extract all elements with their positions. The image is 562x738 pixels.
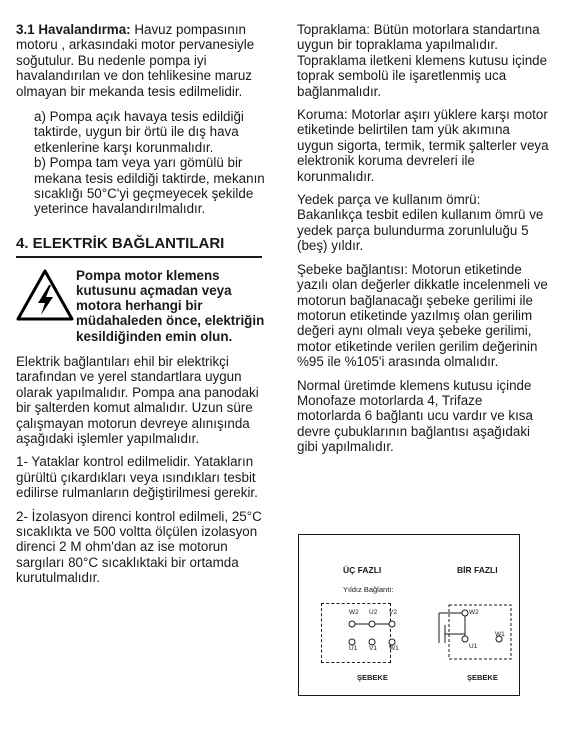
grounding-paragraph: Topraklama: Bütün motorlara standartına uygun bir topraklama yapılmalıdır. Topraklama iletkeni klemens kutusu içinde toprak sembolü ile işaretlenmiş uca bağlanmalıdır. (297, 22, 548, 99)
terminal-u2-label: U2 (369, 609, 378, 616)
section-rule (16, 256, 262, 258)
terminal-paragraph: Normal üretimde klemens kutusu içinde Monofaze motorlarda 4, Trifaze motorlarda 6 bağlantı ucu vardır ve kısa devre çubuklarının bağlantısı aşağıdaki gibi yapılmalıdır. (297, 377, 533, 455)
ventilation-item-b: b) Pompa tam veya yarı gömülü bir mekana tesis edildiği taktirde, mekanın sıcaklığı 50°C'yi geçmeyecek şekilde yeterince havalandırılmalıdır. (34, 155, 265, 217)
terminal-v2-label: V2 (389, 609, 397, 616)
general-paragraph: Elektrik bağlantıları ehil bir elektrikçi tarafından ve yerel standartlara uygun olarak yapılmalıdır. Pompa ana panodaki bir şalterden komut almalıdır. Uzun süre çalışmayan motorun devreye alınışında aşağıdaki işlemler yapılmalıdır. (16, 353, 259, 446)
terminal-v1-label: V1 (369, 645, 377, 652)
protection-paragraph: Koruma: Motorlar aşırı yüklere karşı motor etiketinde belirtilen tam yük akımına uygun sigorta, termik, termik şalterler veya elektronik koruma devreleri ile korunmalıdır. (297, 107, 549, 184)
right-column (297, 22, 549, 455)
terminal-w2-label: W2 (349, 609, 359, 616)
three-phase-title: ÜÇ FAZLI (343, 565, 382, 575)
electric-hazard-icon (16, 269, 74, 321)
ventilation-body: Havuz pompasının motoru , arkasındaki motor pervanesiyle soğutulur. Bu nedenle pompa iyi havalandırılan ve don tehlikesine maruz olmayan bir mekanda tesis edilmelidir. (16, 22, 255, 99)
ventilation-item-a: a) Pompa açık havaya tesis edildiği taktirde, uygun bir örtü ile dış hava etkenlerine karşı korunmalıdır. (34, 109, 244, 155)
service-life-paragraph: Yedek parça ve kullanım ömrü: Bakanlıkça tesbit edilen kullanım ömrü ve yedek parça bulundurma zorunluluğu 5 (beş) yıldır. (297, 192, 544, 254)
ventilation-paragraph (16, 22, 274, 99)
warning-block (16, 268, 274, 344)
ventilation-heading: 3.1 Havalandırma: (16, 22, 131, 37)
mains-label-right: ŞEBEKE (467, 673, 498, 682)
single-w2-label: W2 (469, 609, 479, 616)
connection-diagram (298, 534, 520, 696)
left-column (16, 22, 274, 586)
warning-text: Pompa motor klemens kutusunu açmadan veya motora herhangi bir müdahaleden önce, elektriğin kesildiğinden emin olun. (76, 267, 265, 344)
star-connection-label: Yıldız Bağlantı: (343, 585, 394, 594)
terminal-w1-label: W1 (389, 645, 399, 652)
mains-paragraph: Şebeke bağlantısı: Motorun etiketinde yazılı olan değerler dikkatle incelenmeli ve motorun bağlanacağı şebeke gerilimi ile motorun etiketinde yazılmış olan gerilim değeri aynı olmalı veya şebeke gerilimi, motor etiketinde verilen gerilim değerinin %95 ile %105'i arasında olmalıdır. (297, 261, 548, 370)
insulation-paragraph: 2- İzolasyon direnci kontrol edilmeli, 25°C sıcaklıkta ve 500 voltta ölçülen izolasyon direnci 2 M ohm'dan az ise motorun sargıları 80°C sıcaklıktaki bir ortamda kurutulmalıdır. (16, 508, 262, 586)
section-title: 4. ELEKTRİK BAĞLANTILARI (16, 234, 225, 252)
single-w1-label: W1 (495, 631, 505, 638)
terminal-u1-label: U1 (349, 645, 358, 652)
single-u1-label: U1 (469, 643, 478, 650)
bearings-paragraph: 1- Yataklar kontrol edilmelidir. Yatakların gürültü çıkardıkları veya ısındıkları tesbit edilirse rulmanların değiştirilmesi gerekir. (16, 454, 258, 501)
single-phase-title: BİR FAZLI (457, 565, 498, 575)
mains-label-left: ŞEBEKE (357, 673, 388, 682)
